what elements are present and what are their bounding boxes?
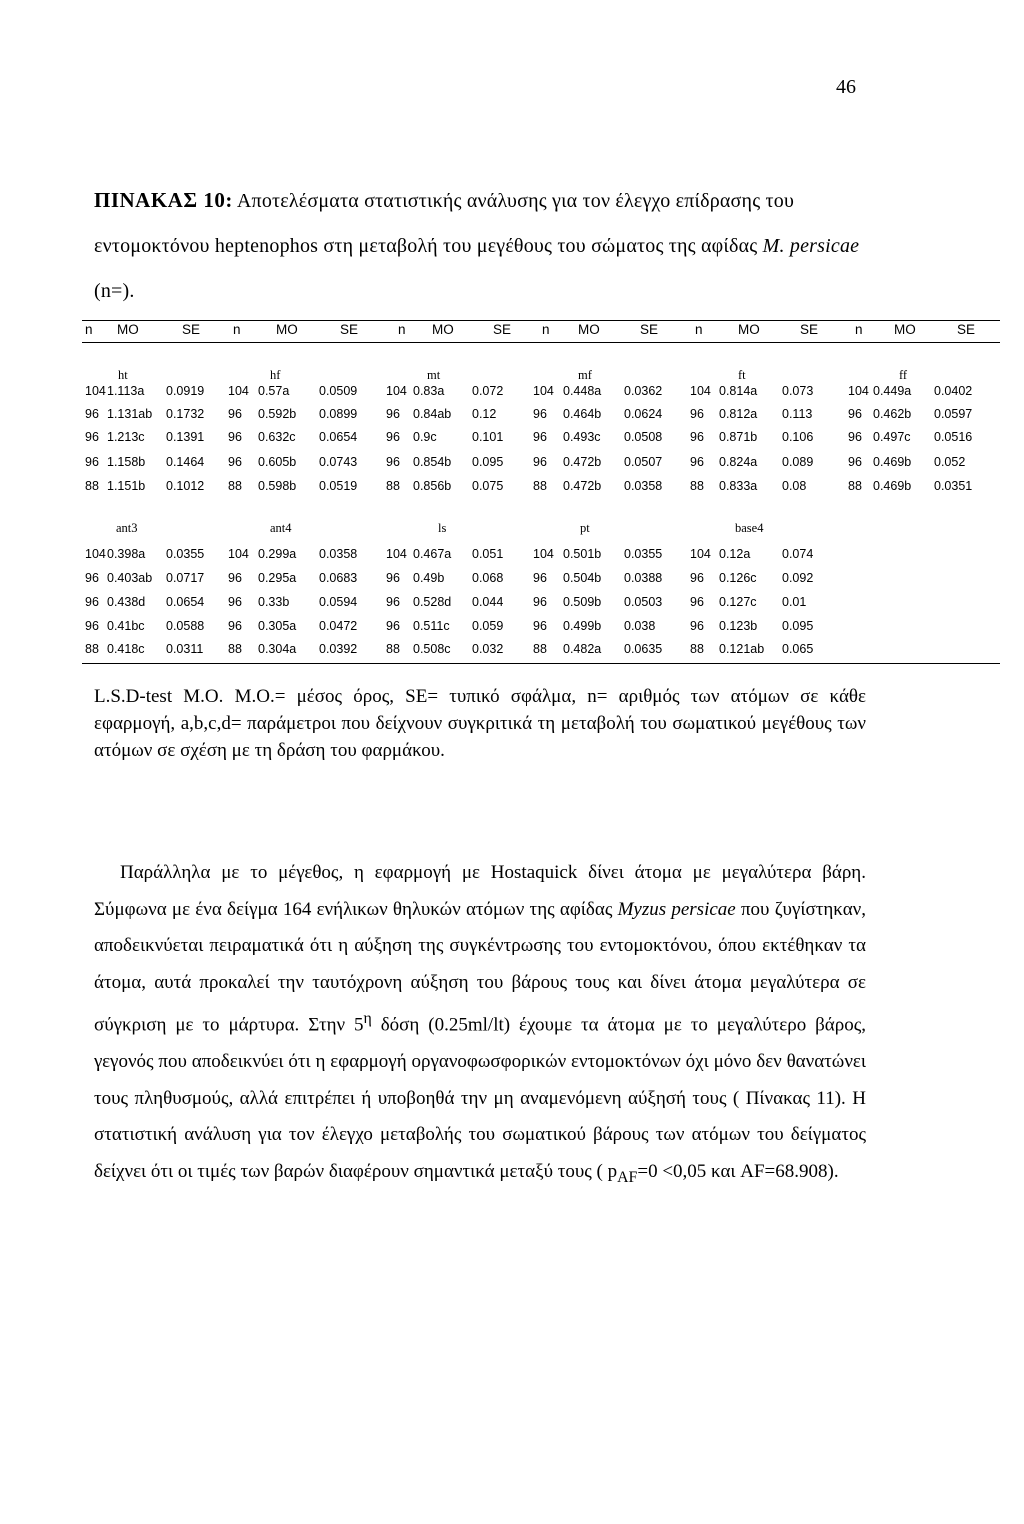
table-cell: 0.044: [472, 595, 504, 609]
table-cell: 96: [386, 430, 400, 444]
group-label: ff: [899, 368, 908, 382]
table-cell: 0.814a: [719, 384, 758, 398]
table-cell: 0.1464: [166, 455, 205, 469]
column-header: SE: [800, 322, 819, 337]
table-cell: 0.1732: [166, 407, 205, 421]
table-cell: 0.462b: [873, 407, 912, 421]
table-cell: 0.095: [472, 455, 504, 469]
table-cell: 0.467a: [413, 547, 452, 561]
table-cell: 0.0351: [934, 479, 973, 493]
table-cell: 0.08: [782, 479, 807, 493]
table-cell: 96: [533, 619, 547, 633]
column-header: SE: [493, 322, 512, 337]
table-cell: 0.509b: [563, 595, 602, 609]
table-cell: 88: [228, 642, 242, 656]
group-label: base4: [735, 521, 764, 535]
column-header: n: [85, 322, 93, 337]
table-cell: 0.812a: [719, 407, 758, 421]
table-cell: 0.0402: [934, 384, 973, 398]
table-cell: 0.095: [782, 619, 814, 633]
table-cell: 0.0355: [166, 547, 205, 561]
table-cell: 0.0362: [624, 384, 663, 398]
table-cell: 96: [228, 407, 242, 421]
table-cell: 0.33b: [258, 595, 290, 609]
table-cell: 0.052: [934, 455, 966, 469]
table-cell: 0.403ab: [107, 571, 153, 585]
table-cell: 96: [533, 455, 547, 469]
table-cell: 104: [85, 384, 106, 398]
table-cell: 0.49b: [413, 571, 445, 585]
table-cell: 96: [690, 407, 704, 421]
table-cell: 0.0358: [624, 479, 663, 493]
table-cell: 0.9c: [413, 430, 437, 444]
table-cell: 1.213c: [107, 430, 145, 444]
table-cell: 0.469b: [873, 455, 912, 469]
table-cell: 104: [228, 384, 249, 398]
table-cell: 0.464b: [563, 407, 602, 421]
table-cell: 1.113a: [107, 384, 145, 398]
table-cell: 0.0597: [934, 407, 973, 421]
table-cell: 0.0743: [319, 455, 358, 469]
table-cell: 0.0509: [319, 384, 358, 398]
table-cell: 0.1012: [166, 479, 205, 493]
table-cell: 104: [690, 547, 711, 561]
table-cell: 96: [690, 571, 704, 585]
table-bottom-rule: [82, 663, 1000, 664]
column-header: MO: [432, 322, 454, 337]
table-caption: [94, 178, 874, 314]
table-cell: 96: [386, 619, 400, 633]
table-cell: 96: [386, 571, 400, 585]
table-cell: 0.051: [472, 547, 504, 561]
column-header: SE: [182, 322, 201, 337]
column-header: MO: [117, 322, 139, 337]
column-header: MO: [578, 322, 600, 337]
table-cell: 0.0588: [166, 619, 205, 633]
table-cell: 0.448a: [563, 384, 602, 398]
table-cell: 0.305a: [258, 619, 297, 633]
group-label: ft: [738, 368, 746, 382]
group-label: ant3: [116, 521, 138, 535]
column-header: n: [855, 322, 863, 337]
table-cell: 0.472b: [563, 455, 602, 469]
table-cell: 0.065: [782, 642, 814, 656]
table-cell: 96: [690, 430, 704, 444]
table-cell: 0.449a: [873, 384, 912, 398]
table-cell: 0.0507: [624, 455, 663, 469]
table-cell: 104: [85, 547, 106, 561]
table-cell: 0.0472: [319, 619, 358, 633]
table-cell: 96: [228, 619, 242, 633]
paragraph-text-3: δόση (0.25ml/lt) έχουμε τα άτομα με το μεγαλύτερο βάρος, γεγονός που αποδεικνύει ότι η εφαρμογή οργανοφωσφορικών εντομοκτόνων όχι μόνο δεν θανατώνει τους πληθυσμούς, αλλά επιτρέπει ή υποβοηθά την μη αναμενόμενη αύξησή τους ( Πίνακας 11). Η στατιστική ανάλυση για τον έλεγχο μεταβολής του σωματικού βάρους των ατόμων του δείγματος δείχνει ότι οι τιμές των βαρών διαφέρουν σημαντικά μεταξύ τους ( p: [94, 1014, 866, 1183]
group-label: ant4: [270, 521, 292, 535]
table-cell: 96: [85, 455, 99, 469]
column-header: MO: [894, 322, 916, 337]
column-header: n: [542, 322, 550, 337]
table-cell: 0.075: [472, 479, 504, 493]
table-top-rule: [82, 320, 1000, 321]
group-label: ht: [118, 368, 128, 382]
table-cell: 96: [85, 619, 99, 633]
table-cell: 96: [386, 455, 400, 469]
table-cell: 104: [848, 384, 869, 398]
table-cell: 0.528d: [413, 595, 452, 609]
table-cell: 104: [533, 547, 554, 561]
table-cell: 96: [690, 619, 704, 633]
table-cell: 0.508c: [413, 642, 451, 656]
table-cell: 0.0594: [319, 595, 358, 609]
table-cell: 0.304a: [258, 642, 297, 656]
group-label: pt: [580, 521, 590, 535]
table-cell: 0.0519: [319, 479, 358, 493]
table-cell: 88: [386, 479, 400, 493]
table-cell: 0.092: [782, 571, 814, 585]
table-cell: 96: [386, 407, 400, 421]
caption-label: ΠΙΝΑΚΑΣ 10:: [94, 188, 233, 212]
table-cell: 0.295a: [258, 571, 297, 585]
table-cell: 0.0899: [319, 407, 358, 421]
table-cell: 96: [690, 455, 704, 469]
table-cell: 0.511c: [413, 619, 450, 633]
table-cell: 0.469b: [873, 479, 912, 493]
table-cell: 96: [228, 571, 242, 585]
caption-species: M. persicae: [762, 235, 860, 257]
table-cell: 0.871b: [719, 430, 758, 444]
table-cell: 96: [228, 595, 242, 609]
table-cell: 0.504b: [563, 571, 602, 585]
table-cell: 0.0654: [166, 595, 205, 609]
column-header: n: [695, 322, 703, 337]
table-cell: 1.151b: [107, 479, 146, 493]
table-cell: 96: [533, 571, 547, 585]
table-cell: 0.824a: [719, 455, 758, 469]
group-label: ls: [438, 521, 447, 535]
table-cell: 0.059: [472, 619, 504, 633]
table-cell: 0.032: [472, 642, 504, 656]
table-cell: 96: [228, 455, 242, 469]
table-cell: 88: [690, 642, 704, 656]
table-cell: 0.398a: [107, 547, 146, 561]
group-label: mt: [427, 368, 441, 382]
table-cell: 0.499b: [563, 619, 602, 633]
table-cell: 96: [533, 430, 547, 444]
table-cell: 0.418c: [107, 642, 145, 656]
table-cell: 0.0355: [624, 547, 663, 561]
paragraph-text-2: που ζυγίστηκαν, αποδεικνύεται πειραματικά ότι η αύξηση της συγκέντρωσης του εντομοκτόνου, όπου εκτέθηκαν τα άτομα, αυτά προκαλεί την ταυτόχρονη αύξηση του βάρους τους και δίνει άτομα μεγαλύτερα σε σύγκριση με το μάρτυρα. Στην 5: [94, 898, 866, 1036]
column-header: MO: [738, 322, 760, 337]
table-cell: 0.501b: [563, 547, 602, 561]
table-cell: 96: [690, 595, 704, 609]
table-cell: 0.113: [782, 407, 813, 421]
table-cell: 0.127c: [719, 595, 757, 609]
column-header: n: [398, 322, 406, 337]
table-cell: 0.074: [782, 547, 814, 561]
table-cell: 96: [85, 571, 99, 585]
table-cell: 0.854b: [413, 455, 452, 469]
table-cell: 96: [228, 430, 242, 444]
table-cell: 0.0635: [624, 642, 663, 656]
column-header: SE: [340, 322, 359, 337]
table-cell: 0.0919: [166, 384, 205, 398]
table-cell: 96: [85, 595, 99, 609]
table-cell: 104: [228, 547, 249, 561]
table-cell: 88: [85, 642, 99, 656]
table-cell: 0.856b: [413, 479, 452, 493]
table-cell: 0.0388: [624, 571, 663, 585]
table-cell: 0.106: [782, 430, 814, 444]
table-cell: 88: [533, 642, 547, 656]
table-cell: 0.0654: [319, 430, 358, 444]
table-cell: 0.493c: [563, 430, 601, 444]
table-cell: 96: [85, 430, 99, 444]
paragraph-text-4: =0 <0,05 και AF=68.908).: [637, 1161, 839, 1183]
table-cell: 96: [85, 407, 99, 421]
column-header: SE: [957, 322, 976, 337]
page-number: 46: [836, 76, 856, 98]
table-cell: 1.158b: [107, 455, 146, 469]
table-cell: 0.072: [472, 384, 504, 398]
table-cell: 0.12a: [719, 547, 751, 561]
table-cell: 88: [85, 479, 99, 493]
paragraph-text-1: Παράλληλα με το μέγεθος, η εφαρμογή με Hostaquick δίνει άτομα με μεγαλύτερα βάρη. Σύμφωνα με ένα δείγμα 164 ενήλικων θηλυκών ατόμων της αφίδας: [94, 862, 866, 920]
table-cell: 0.438d: [107, 595, 146, 609]
table-cell: 0.83a: [413, 384, 445, 398]
table-cell: 0.0516: [934, 430, 973, 444]
table-cell: 0.101: [472, 430, 504, 444]
table-legend: L.S.D-test M.O. M.O.= μέσος όρος, SE= τυπικό σφάλμα, n= αριθμός των ατόμων σε κάθε εφαρμογή, a,b,c,d= παράμετροι που δείχνουν συγκριτικά τη μεταβολή του σωματικού μεγέθους των ατόμων σε σχέση με τη δράση του φαρμάκου.: [94, 686, 866, 761]
body-paragraph: [94, 855, 866, 1196]
table-cell: 0.497c: [873, 430, 911, 444]
table-cell: 96: [848, 455, 862, 469]
table-cell: 0.57a: [258, 384, 290, 398]
table-cell: 0.12: [472, 407, 497, 421]
table-cell: 88: [690, 479, 704, 493]
paragraph-subscript: AF: [617, 1168, 638, 1186]
table-cell: 0.605b: [258, 455, 297, 469]
table-cell: 0.833a: [719, 479, 758, 493]
table-cell: 0.0358: [319, 547, 358, 561]
table-cell: 88: [533, 479, 547, 493]
table-cell: 0.068: [472, 571, 504, 585]
table-cell: 0.592b: [258, 407, 297, 421]
caption-text: Αποτελέσματα στατιστικής ανάλυσης για τον έλεγχο επίδρασης του εντομοκτόνου heptenophos στη μεταβολή του μεγέθους του σώματος της αφίδας: [94, 190, 795, 257]
table-cell: 0.598b: [258, 479, 297, 493]
table-cell: 0.0717: [166, 571, 205, 585]
table-cell: 0.84ab: [413, 407, 452, 421]
table-cell: 104: [533, 384, 554, 398]
table-cell: 0.41bc: [107, 619, 145, 633]
table-cell: 0.038: [624, 619, 656, 633]
table-cell: 0.01: [782, 595, 807, 609]
table-cell: 0.0683: [319, 571, 358, 585]
table-cell: 88: [848, 479, 862, 493]
column-header: MO: [276, 322, 298, 337]
column-header: SE: [640, 322, 659, 337]
table-cell: 0.0392: [319, 642, 358, 656]
table-cell: 0.0311: [166, 642, 204, 656]
table-cell: 0.482a: [563, 642, 602, 656]
group-label: mf: [578, 368, 592, 382]
table-cell: 104: [690, 384, 711, 398]
table-cell: 0.0624: [624, 407, 663, 421]
table-cell: 96: [533, 407, 547, 421]
table-cell: 104: [386, 384, 407, 398]
table-cell: 0.0508: [624, 430, 663, 444]
caption-text-end: (n=).: [94, 280, 135, 302]
table-cell: 88: [386, 642, 400, 656]
header-underline-rule: [82, 342, 1000, 343]
table-cell: 96: [848, 430, 862, 444]
table-cell: 0.123b: [719, 619, 758, 633]
group-label: hf: [270, 368, 281, 382]
table-cell: 0.121ab: [719, 642, 765, 656]
table-cell: 0.472b: [563, 479, 602, 493]
column-header: n: [233, 322, 241, 337]
table-cell: 96: [386, 595, 400, 609]
table-cell: 0.1391: [166, 430, 205, 444]
paragraph-species: Myzus persicae: [617, 898, 736, 920]
paragraph-superscript: η: [363, 1010, 372, 1028]
table-cell: 0.632c: [258, 430, 296, 444]
table-cell: 104: [386, 547, 407, 561]
table-cell: 1.131ab: [107, 407, 153, 421]
table-cell: 96: [848, 407, 862, 421]
table-cell: 0.0503: [624, 595, 663, 609]
table-cell: 0.089: [782, 455, 814, 469]
table-cell: 0.073: [782, 384, 814, 398]
table-cell: 88: [228, 479, 242, 493]
table-cell: 96: [533, 595, 547, 609]
table-cell: 0.299a: [258, 547, 297, 561]
table-cell: 0.126c: [719, 571, 757, 585]
